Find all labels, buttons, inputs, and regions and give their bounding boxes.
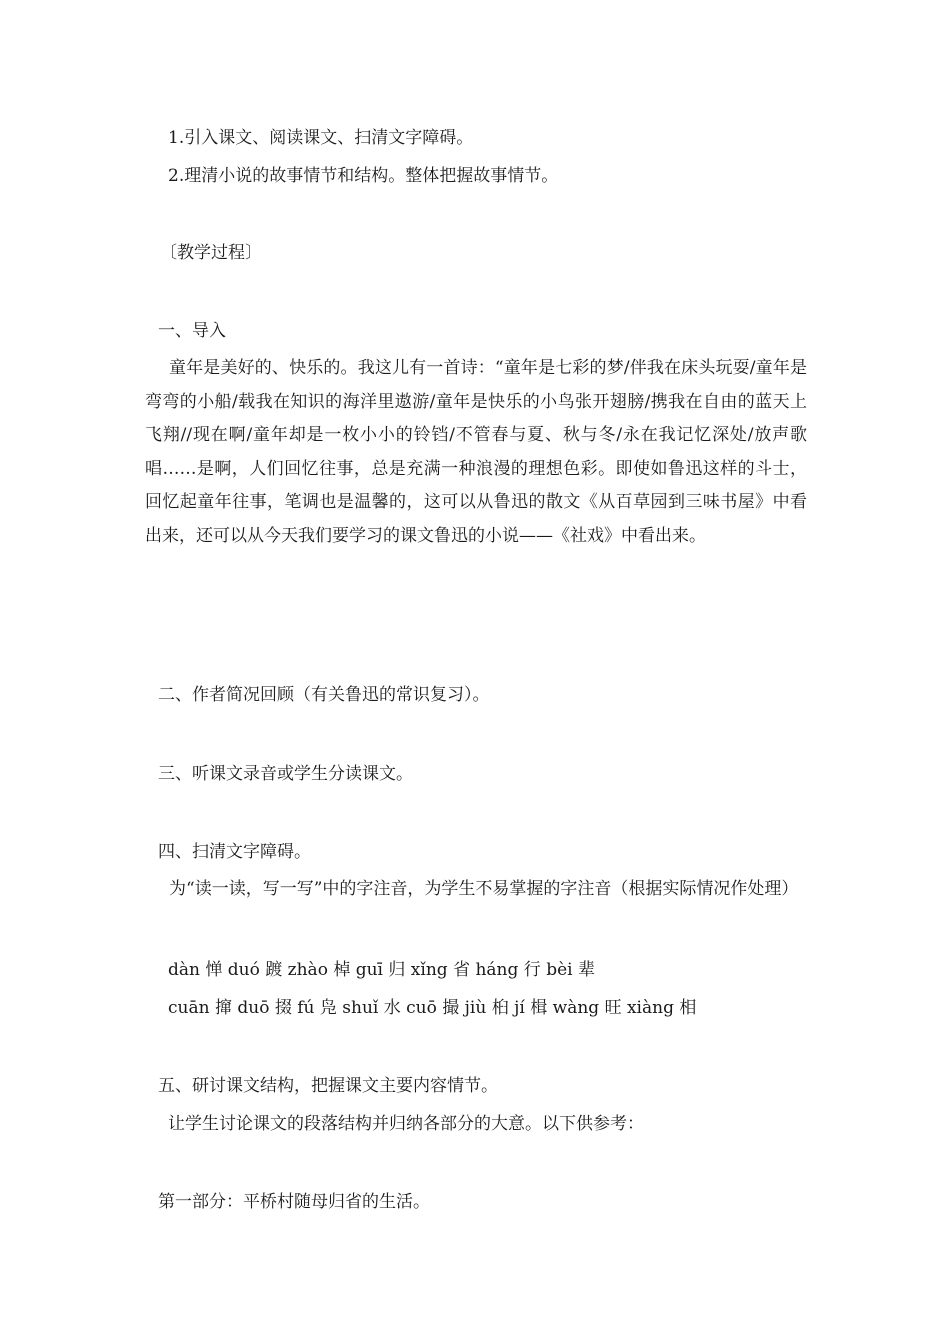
pinyin-line-1: dàn 惮 duó 踱 zhào 棹 guī 归 xǐng 省 háng 行 bèi 辈	[168, 960, 595, 980]
section-1-body: 童年是美好的、快乐的。我这儿有一首诗：“童年是七彩的梦/伴我在床头玩耍/童年是弯弯的小船/载我在知识的海洋里遨游/童年是快乐的小鸟张开翅膀/携我在自由的蓝天上飞翔//现在啊/童年却是一枚小小的铃铛/不管春与夏、秋与冬/永在我记忆深处/放声歌唱……是啊，人们回忆往事，总是充满一种浪漫的理想色彩。即使如鲁迅这样的斗士，回忆起童年往事，笔调也是温馨的，这可以从鲁迅的散文《从百草园到三味书屋》中看出来，还可以从今天我们要学习的课文鲁迅的小说——《社戏》中看出来。	[145, 358, 807, 546]
part-1-heading: 第一部分：平桥村随母归省的生活。	[158, 1192, 430, 1212]
objective-1: 1.引入课文、阅读课文、扫清文字障碍。	[168, 128, 474, 148]
section-2-heading: 二、作者简况回顾（有关鲁迅的常识复习）。	[158, 685, 490, 705]
process-heading: 〔教学过程〕	[160, 243, 262, 263]
section-5-intro: 让学生讨论课文的段落结构并归纳各部分的大意。以下供参考：	[168, 1114, 644, 1134]
section-5-heading: 五、研讨课文结构，把握课文主要内容情节。	[158, 1076, 498, 1096]
objective-2: 2.理清小说的故事情节和结构。整体把握故事情节。	[168, 166, 559, 186]
section-4-heading: 四、扫清文字障碍。	[158, 842, 311, 862]
section-3-heading: 三、听课文录音或学生分读课文。	[158, 764, 413, 784]
pinyin-line-2: cuān 撺 duō 掇 fú 凫 shuǐ 水 cuō 撮 jiù 桕 jí 楫 wàng 旺 xiàng 相	[168, 998, 697, 1018]
section-1-heading: 一、导入	[158, 321, 226, 341]
section-4-intro: 为“读一读，写一写”中的字注音，为学生不易掌握的字注音（根据实际情况作处理）	[169, 879, 799, 899]
